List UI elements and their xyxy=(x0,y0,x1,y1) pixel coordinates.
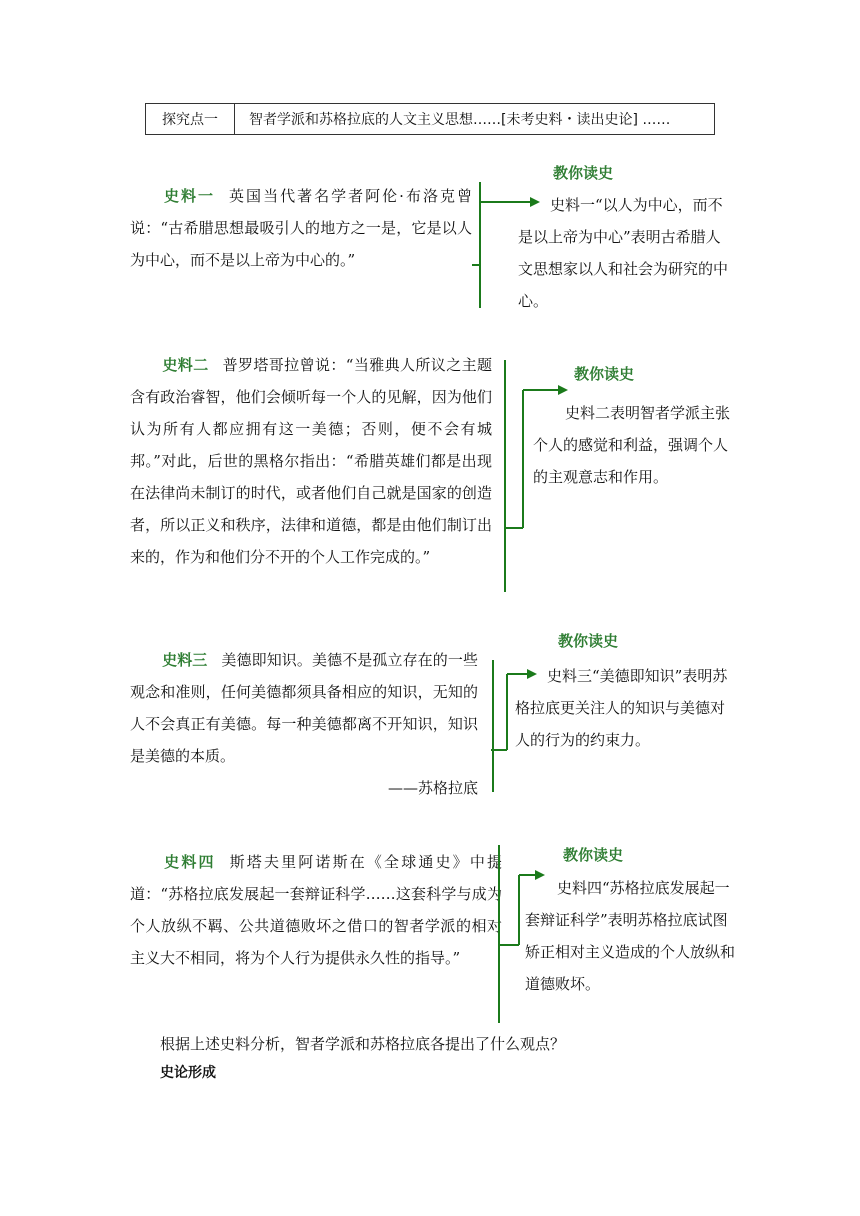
guide-2-text xyxy=(533,397,738,493)
guide-4-title: 教你读史 xyxy=(563,846,624,864)
guide-3-title: 教你读史 xyxy=(558,632,619,650)
source-1 xyxy=(130,180,472,276)
guide-1-text xyxy=(518,189,728,317)
guide-4-text xyxy=(525,872,735,1000)
source-2-text: 普罗塔哥拉曾说：“当雅典人所议之主题含有政治睿智，他们会倾听每一个人的见解，因为他们认为所有人都应拥有这一美德；否则，便不会有城邦。”对此，后世的黑格尔指出：“希腊英雄们都是出现在法律尚未制订的时代，或者他们自己就是国家的创造者，所以正义和秩序，法律和道德，都是由他们制订出来的，作为和他们分不开的个人工作完成的。” xyxy=(130,356,492,566)
source-3-text: 美德即知识。美德不是孤立存在的一些观念和准则，任何美德都须具备相应的知识，无知的人不会真正有美德。每一种美德都离不开知识，知识是美德的本质。 xyxy=(130,651,478,765)
source-4-text: 斯塔夫里阿诺斯在《全球通史》中提道：“苏格拉底发展起一套辩证科学……这套科学与成为个人放纵不羁、公共道德败坏之借口的智者学派的相对主义大不相同，将为个人行为提供永久性的指导。” xyxy=(130,853,502,967)
source-3-attribution: ——苏格拉底 xyxy=(387,779,478,797)
guide-1-title: 教你读史 xyxy=(553,164,614,182)
topic-title: 智者学派和苏格拉底的人文主义思想……[未考史料・读出史论] …… xyxy=(249,112,671,128)
guide-1-body: 史料一“以人为中心，而不是以上帝为中心”表明古希腊人文思想家以人和社会为研究的中心。 xyxy=(518,196,729,310)
conclusion-heading: 史论形成 xyxy=(160,1065,216,1081)
guide-3-text xyxy=(515,660,735,756)
source-3-tag: 史料三 xyxy=(162,651,208,669)
source-2-tag: 史料二 xyxy=(162,356,209,374)
guide-2-body: 史料二表明智者学派主张个人的感觉和利益，强调个人的主观意志和作用。 xyxy=(533,404,731,486)
source-3 xyxy=(130,644,478,804)
topic-label: 探究点一 xyxy=(146,104,235,134)
topic-header xyxy=(145,103,715,135)
guide-2-title: 教你读史 xyxy=(574,365,635,383)
guide-3-body: 史料三“美德即知识”表明苏格拉底更关注人的知识与美德对人的行为的约束力。 xyxy=(515,667,728,749)
source-1-tag: 史料一 xyxy=(162,187,216,205)
source-4-tag: 史料四 xyxy=(162,853,216,871)
analysis-question: 根据上述史料分析，智者学派和苏格拉底各提出了什么观点？ xyxy=(160,1035,566,1053)
source-4 xyxy=(130,846,502,974)
guide-4-body: 史料四“苏格拉底发展起一套辩证科学”表明苏格拉底试图矫正相对主义造成的个人放纵和道德败坏。 xyxy=(525,879,736,993)
source-2 xyxy=(130,349,492,573)
source-1-text: 英国当代著名学者阿伦·布洛克曾说：“古希腊思想最吸引人的地方之一是，它是以人为中心，而不是以上帝为中心的。” xyxy=(130,187,472,269)
